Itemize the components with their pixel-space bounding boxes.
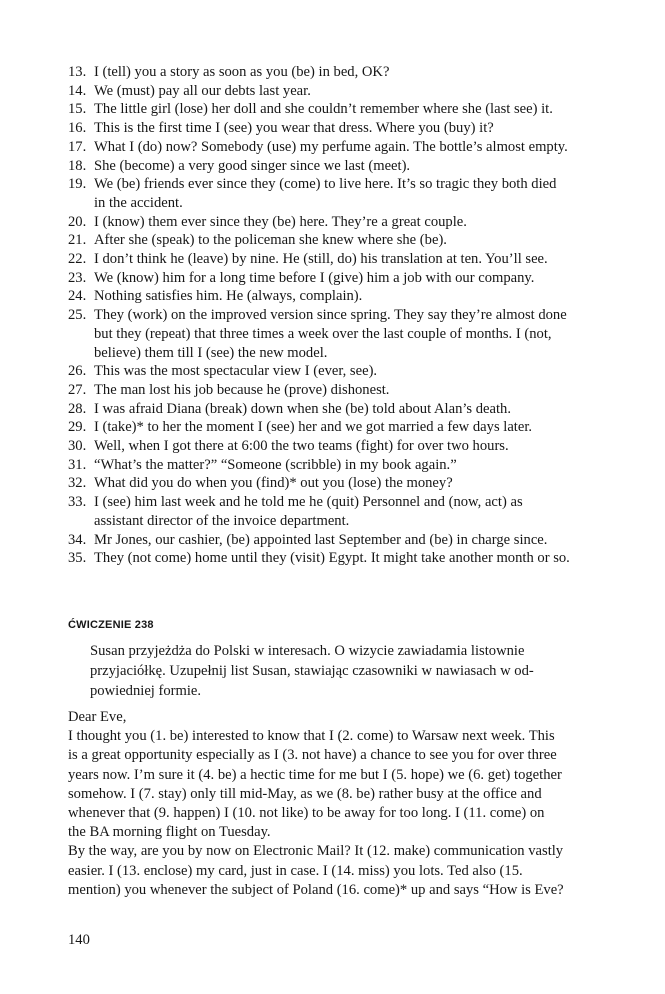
letter-body (68, 708, 646, 900)
item-text: We (know) him for a long time before I (give) him a job with our company. (94, 269, 535, 286)
item-text: What I (do) now? Somebody (use) my perfume again. The bottle’s almost empty. (94, 138, 568, 155)
item-number: 27. (68, 381, 87, 398)
page-number: 140 (68, 932, 90, 948)
list-item (68, 157, 646, 176)
letter-line: easier. I (13. enclose) my card, just in case. I (14. miss) you lots. Ted also (15. (68, 862, 523, 879)
item-number: 14. (68, 82, 87, 99)
instruction-line: powiedniej formie. (90, 683, 202, 699)
item-text-continued: but they (repeat) that three times a week over the last couple of months. I (not, (94, 325, 552, 342)
item-number: 35. (68, 550, 87, 567)
letter-line: mention) you whenever the subject of Poland (16. come)* up and says “How is Eve? (68, 881, 564, 898)
letter-line: years now. I’m sure it (4. be) a hectic time for me but I (5. hope) we (6. get) together (68, 766, 562, 783)
item-text: This was the most spectacular view I (ever, see). (94, 363, 378, 380)
list-item (68, 549, 646, 568)
item-number: 23. (68, 269, 87, 286)
exercise-heading: ĆWICZENIE 238 (68, 619, 154, 631)
item-text: After she (speak) to the policeman she knew where she (be). (94, 232, 447, 249)
item-number: 31. (68, 456, 87, 473)
item-text: Nothing satisfies him. He (always, complain). (94, 288, 363, 305)
item-number: 16. (68, 120, 87, 137)
item-text: Mr Jones, our cashier, (be) appointed last September and (be) in charge since. (94, 531, 548, 548)
list-item (68, 213, 646, 232)
list-item (68, 400, 646, 419)
item-number: 17. (68, 138, 87, 155)
item-number: 21. (68, 232, 87, 249)
letter-line: is a great opportunity especially as I (3. not have) a chance to see you for over three (68, 747, 557, 764)
list-item (68, 231, 646, 250)
item-text: I (know) them ever since they (be) here. They’re a great couple. (94, 213, 467, 230)
item-number: 29. (68, 419, 87, 436)
list-item (68, 82, 646, 101)
item-text-continued: believe) them till I (see) the new model. (94, 344, 328, 361)
item-text: She (become) a very good singer since we last (meet). (94, 157, 411, 174)
item-text: I (tell) you a story as soon as you (be) in bed, OK? (94, 64, 390, 80)
item-number: 24. (68, 288, 87, 305)
item-text: They (not come) home until they (visit) Egypt. It might take another month or so. (94, 550, 570, 567)
letter-line: By the way, are you by now on Electronic Mail? It (12. make) communication vastly (68, 843, 564, 860)
item-number: 13. (68, 64, 87, 80)
item-text: What did you do when you (find)* out you (lose) the money? (94, 475, 453, 492)
instruction-line: przyjaciółkę. Uzupełnij list Susan, stawiając czasowniki w nawiasach w od- (90, 663, 534, 679)
item-number: 20. (68, 213, 87, 230)
list-item (68, 474, 646, 493)
instruction-line: Susan przyjeżdża do Polski w interesach. O wizycie zawiadamia listownie (90, 643, 525, 659)
item-text: The little girl (lose) her doll and she couldn’t remember where she (last see) it. (94, 101, 553, 118)
item-number: 26. (68, 363, 87, 380)
list-item (68, 437, 646, 456)
item-text: This is the first time I (see) you wear that dress. Where you (buy) it? (94, 120, 494, 137)
item-number: 33. (68, 494, 87, 511)
item-number: 18. (68, 157, 87, 174)
item-text: Well, when I got there at 6:00 the two teams (fight) for over two hours. (94, 438, 509, 455)
item-number: 34. (68, 531, 87, 548)
exercise-sentence-list (68, 63, 646, 568)
list-item (68, 362, 646, 381)
item-text-continued: in the accident. (94, 194, 183, 211)
item-text: I was afraid Diana (break) down when she (be) told about Alan’s death. (94, 400, 511, 417)
list-item (68, 493, 646, 530)
item-text: The man lost his job because he (prove) dishonest. (94, 381, 390, 398)
list-item (68, 269, 646, 288)
item-text-continued: assistant director of the invoice department. (94, 512, 350, 529)
list-item (68, 418, 646, 437)
list-item (68, 119, 646, 138)
letter-line: somehow. I (7. stay) only till mid-May, as we (8. be) rather busy at the office and (68, 785, 542, 802)
letter-greeting: Dear Eve, (68, 709, 127, 725)
item-number: 15. (68, 101, 87, 118)
list-item (68, 456, 646, 475)
item-number: 25. (68, 307, 87, 324)
list-item (68, 531, 646, 550)
item-number: 28. (68, 400, 87, 417)
list-item (68, 287, 646, 306)
letter-line: the BA morning flight on Tuesday. (68, 824, 271, 841)
letter-line: whenever that (9. happen) I (10. not like) to be away for too long. I (11. come) on (68, 805, 545, 822)
list-item (68, 306, 646, 362)
exercise-instruction (90, 641, 646, 701)
list-item (68, 100, 646, 119)
item-number: 19. (68, 176, 87, 193)
item-text: We (be) friends ever since they (come) to live here. It’s so tragic they both died (94, 176, 557, 193)
list-item (68, 138, 646, 157)
list-item (68, 63, 646, 82)
item-text: I don’t think he (leave) by nine. He (still, do) his translation at ten. You’ll see. (94, 251, 548, 268)
item-text: I (see) him last week and he told me he (quit) Personnel and (now, act) as (94, 494, 523, 511)
item-text: We (must) pay all our debts last year. (94, 82, 311, 99)
item-text: “What’s the matter?” “Someone (scribble) in my book again.” (94, 456, 457, 473)
list-item (68, 381, 646, 400)
letter-line: I thought you (1. be) interested to know that I (2. come) to Warsaw next week. This (68, 728, 555, 745)
item-number: 30. (68, 438, 87, 455)
item-text: They (work) on the improved version since spring. They say they’re almost done (94, 307, 567, 324)
list-item (68, 250, 646, 269)
list-item (68, 175, 646, 212)
item-number: 22. (68, 251, 87, 268)
item-number: 32. (68, 475, 87, 492)
item-text: I (take)* to her the moment I (see) her and we got married a few days later. (94, 419, 533, 436)
